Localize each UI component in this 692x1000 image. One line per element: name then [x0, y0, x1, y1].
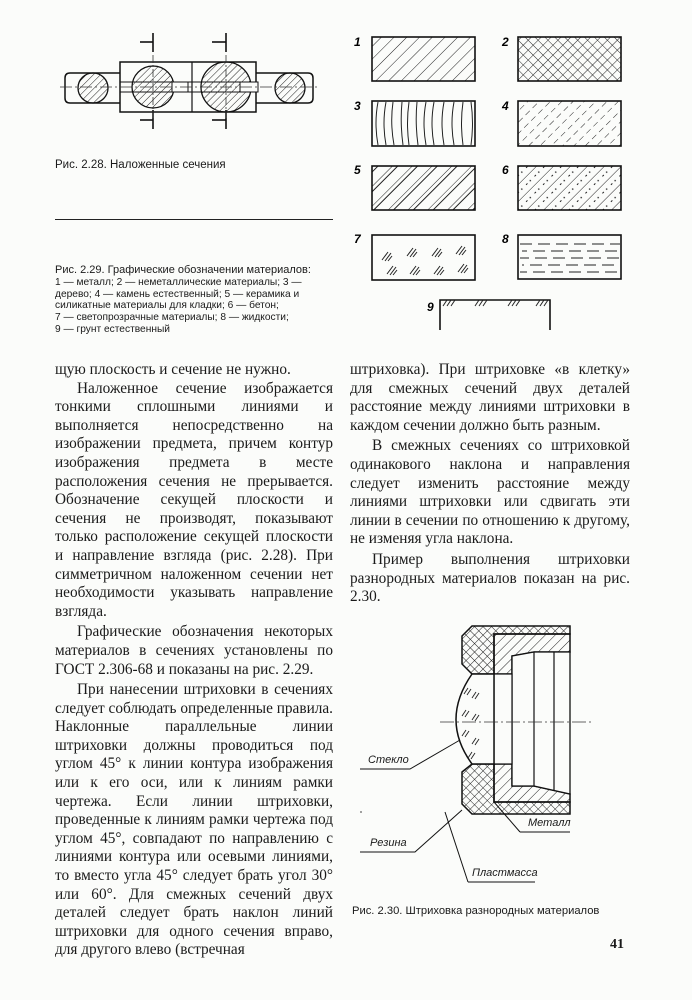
shaft-sections-drawing [60, 30, 320, 135]
swatch-number-7: 7 [354, 232, 361, 246]
liquid-dashes [520, 244, 620, 272]
material-hatching-swatches [350, 30, 650, 350]
legend-line: 1 — металл; 2 — неметаллические материалы; 3 — [55, 276, 302, 288]
swatch-natural-stone [518, 101, 621, 146]
paragraph: В смежных сечениях со штриховкой одинакового наклона и направления следует изменить расстояние между линиями штриховки или сдвигать эти линии в сечении по отношению к другому, не изменяя угла наклона. [350, 437, 630, 548]
section-divider [55, 219, 333, 220]
swatch-number-4: 4 [502, 99, 509, 113]
label-rubber: Резина [370, 837, 407, 849]
swatch-number-5: 5 [354, 163, 361, 177]
label-metal: Металл [528, 817, 571, 829]
page-number: 41 [610, 937, 624, 952]
right-column-text [350, 361, 630, 607]
paragraph: штриховка). При штриховке «в клетку» для смежных сечений двух деталей расстояние между линиями штриховки в каждом сечении должно быть разным. [350, 361, 630, 434]
glass-ticks [382, 246, 468, 275]
paragraph: Наложенное сечение изображается тонкими сплошными линиями и выполняется непосредственно на изображении предмета, причем контур изображения предмета в месте расположения сечения не прерывается. Обозначение секущей плоскости и сечения не производят, показывают только расположение секущей плоскости и направление взгляда (рис. 2.28). При симметричном наложенном сечении нет необходимости указывать направление взгляда. [55, 379, 333, 620]
swatch-number-6: 6 [502, 163, 509, 177]
swatch-ground [440, 300, 550, 330]
figure-2-29-caption [55, 265, 335, 336]
swatch-number-9: 9 [427, 300, 434, 314]
paragraph: щую плоскость и сечение не нужно. [55, 361, 291, 378]
label-plastic: Пластмасса [472, 867, 538, 879]
figure-2-30 [360, 622, 640, 892]
figure-2-28 [60, 30, 320, 135]
swatch-metal [372, 37, 475, 81]
figure-2-28-caption: Рис. 2.28. Наложенные сечения [55, 159, 226, 171]
paragraph: Графические обозначения некоторых материалов в сечениях установлены по ГОСТ 2.306-68 и показаны на рис. 2.29. [55, 623, 333, 678]
swatch-nonmetal [518, 37, 621, 81]
legend-line: 9 — грунт естественный [55, 323, 170, 335]
swatch-number-2: 2 [502, 35, 509, 49]
figure-2-30-caption: Рис. 2.30. Штриховка разнородных материалов [352, 905, 600, 917]
paragraph: Пример выполнения штриховки разнородных материалов показан на рис. 2.30. [350, 550, 630, 606]
figure-2-29-title: Рис. 2.29. Графические обозначении материалов: [55, 264, 311, 276]
swatch-number-8: 8 [502, 232, 509, 246]
legend-line: силикатные материалы для кладки; 6 — бетон; [55, 300, 279, 312]
swatch-number-1: 1 [354, 35, 361, 49]
legend-line: 7 — светопрозрачные материалы; 8 — жидкости; [55, 312, 289, 324]
figure-2-29-swatches [350, 30, 650, 350]
swatch-number-3: 3 [354, 99, 361, 113]
swatch-ceramic [372, 166, 475, 210]
left-column-text [55, 361, 333, 960]
legend-line: дерево; 4 — камень естественный; 5 — керамика и [55, 288, 300, 300]
paragraph: При нанесении штриховки в сечениях следует соблюдать определенные правила. Наклонные параллельные линии штриховки должны проводиться под углом 45° к линии контура изображения или к его оси, или к линиям рамки чертежа. Если линии штриховки, проведенные к линиям рамки чертежа под углом 45°, совпадают по направлению с линиями контура или осевыми линиями, то вместо угла 45° следует брать угол 30° или 60°. Для смежных сечений двух деталей следует брать наклон линий штриховки для одного сечения вправо, для другого влево (встречная [55, 681, 333, 959]
swatch-concrete [518, 166, 621, 210]
label-glass: Стекло [368, 754, 409, 766]
